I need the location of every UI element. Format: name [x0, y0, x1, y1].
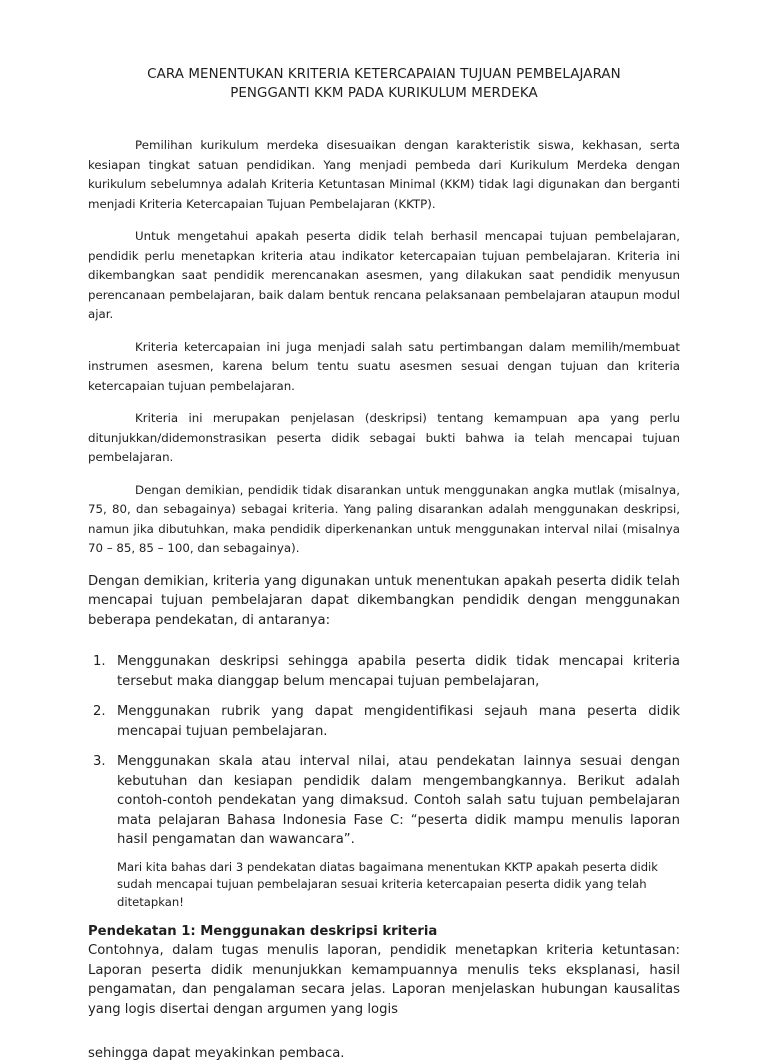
closing-line: sehingga dapat meyakinkan pembaca. [88, 1046, 345, 1061]
section-heading: Pendekatan 1: Menggunakan deskripsi kriteria [88, 924, 438, 939]
list-item-number: 1. [93, 654, 106, 669]
list-item [88, 702, 680, 741]
paragraph-4: Kriteria ini merupakan penjelasan (deskripsi) tentang kemampuan apa yang perlu ditunjukkan/didemonstrasikan peserta didik sebagai bukti bahwa ia telah mencapai tujuan pembelajaran. [88, 411, 680, 464]
list-item-text: Menggunakan rubrik yang dapat mengidentifikasi sejauh mana peserta didik mencapai tujuan pembelajaran. [117, 704, 680, 739]
list-item-number: 3. [93, 754, 106, 769]
body-paragraph: Contohnya, dalam tugas menulis laporan, pendidik menetapkan kriteria ketuntasan: Laporan peserta didik menunjukkan kemampuannya menulis teks eksplanasi, hasil pengamatan, dan pengalaman secara jelas. Laporan menjelaskan hubungan kausalitas yang logis disertai dengan argumen yang logis [88, 943, 680, 1017]
approach-intro: Dengan demikian, kriteria yang digunakan untuk menentukan apakah peserta didik telah mencapai tujuan pembelajaran dapat dikembangkan pendidik dengan menggunakan beberapa pendekatan, di antaranya: [88, 573, 680, 628]
paragraph-1: Pemilihan kurikulum merdeka disesuaikan dengan karakteristik siswa, kekhasan, serta kesiapan tingkat satuan pendidikan. Yang menjadi pembeda dari Kurikulum Merdeka dengan kurikulum sebelumnya adalah Kriteria Ketuntasan Minimal (KKM) tidak lagi digunakan dan berganti menjadi Kriteria Ketercapaian Tujuan Pembelajaran (KKTP). [88, 138, 680, 211]
list-item [88, 652, 680, 691]
document-title [88, 65, 680, 103]
approach-list [88, 652, 680, 850]
paragraph-3: Kriteria ketercapaian ini juga menjadi salah satu pertimbangan dalam memilih/membuat instrumen asesmen, karena belum tentu suatu asesmen sesuai dengan tujuan dan kriteria ketercapaian tujuan pembelajaran. [88, 339, 680, 393]
list-item-text: Menggunakan skala atau interval nilai, atau pendekatan lainnya sesuai dengan kebutuhan dan kesiapan pendidik dalam mengembangkannya. Berikut adalah contoh-contoh pendekatan yang dimaksud. Contoh salah satu tujuan pembelajaran mata pelajaran Bahasa Indonesia Fase C: “peserta didik mampu menulis laporan hasil pengamatan dan wawancara”. [117, 754, 680, 847]
title-line-1: CARA MENENTUKAN KRITERIA KETERCAPAIAN TUJUAN PEMBELAJARAN [147, 67, 621, 82]
list-item-number: 2. [93, 704, 106, 719]
list-item [88, 752, 680, 850]
title-line-2: PENGGANTI KKM PADA KURIKULUM MERDEKA [230, 86, 538, 101]
paragraph-5: Dengan demikian, pendidik tidak disarankan untuk menggunakan angka mutlak (misalnya, 75, 80, dan sebagainya) sebagai kriteria. Yang paling disarankan adalah menggunakan deskripsi, namun jika dibutuhkan, maka pendidik diperkenankan untuk menggunakan interval nilai (misalnya 70 – 85, 85 – 100, dan sebagainya). [88, 482, 680, 555]
intro-section [88, 136, 680, 559]
note-paragraph: Mari kita bahas dari 3 pendekatan diatas bagaimana menentukan KKTP apakah peserta didik sudah mencapai tujuan pembelajaran sesuai kriteria ketercapaian peserta didik yang telah ditetapkan! [117, 859, 658, 909]
list-item-text: Menggunakan deskripsi sehingga apabila peserta didik tidak mencapai kriteria tersebut maka dianggap belum mencapai tujuan pembelajaran, [117, 654, 680, 689]
paragraph-2: Untuk mengetahui apakah peserta didik telah berhasil mencapai tujuan pembelajaran, pendidik perlu menetapkan kriteria atau indikator ketercapaian tujuan pembelajaran. Kriteria ini dikembangkan saat pendidik merencanakan asesmen, yang dilakukan saat pendidik menyusun perencanaan pembelajaran, baik dalam bentuk rencana pelaksanaan pembelajaran ataupun modul ajar. [88, 229, 680, 321]
